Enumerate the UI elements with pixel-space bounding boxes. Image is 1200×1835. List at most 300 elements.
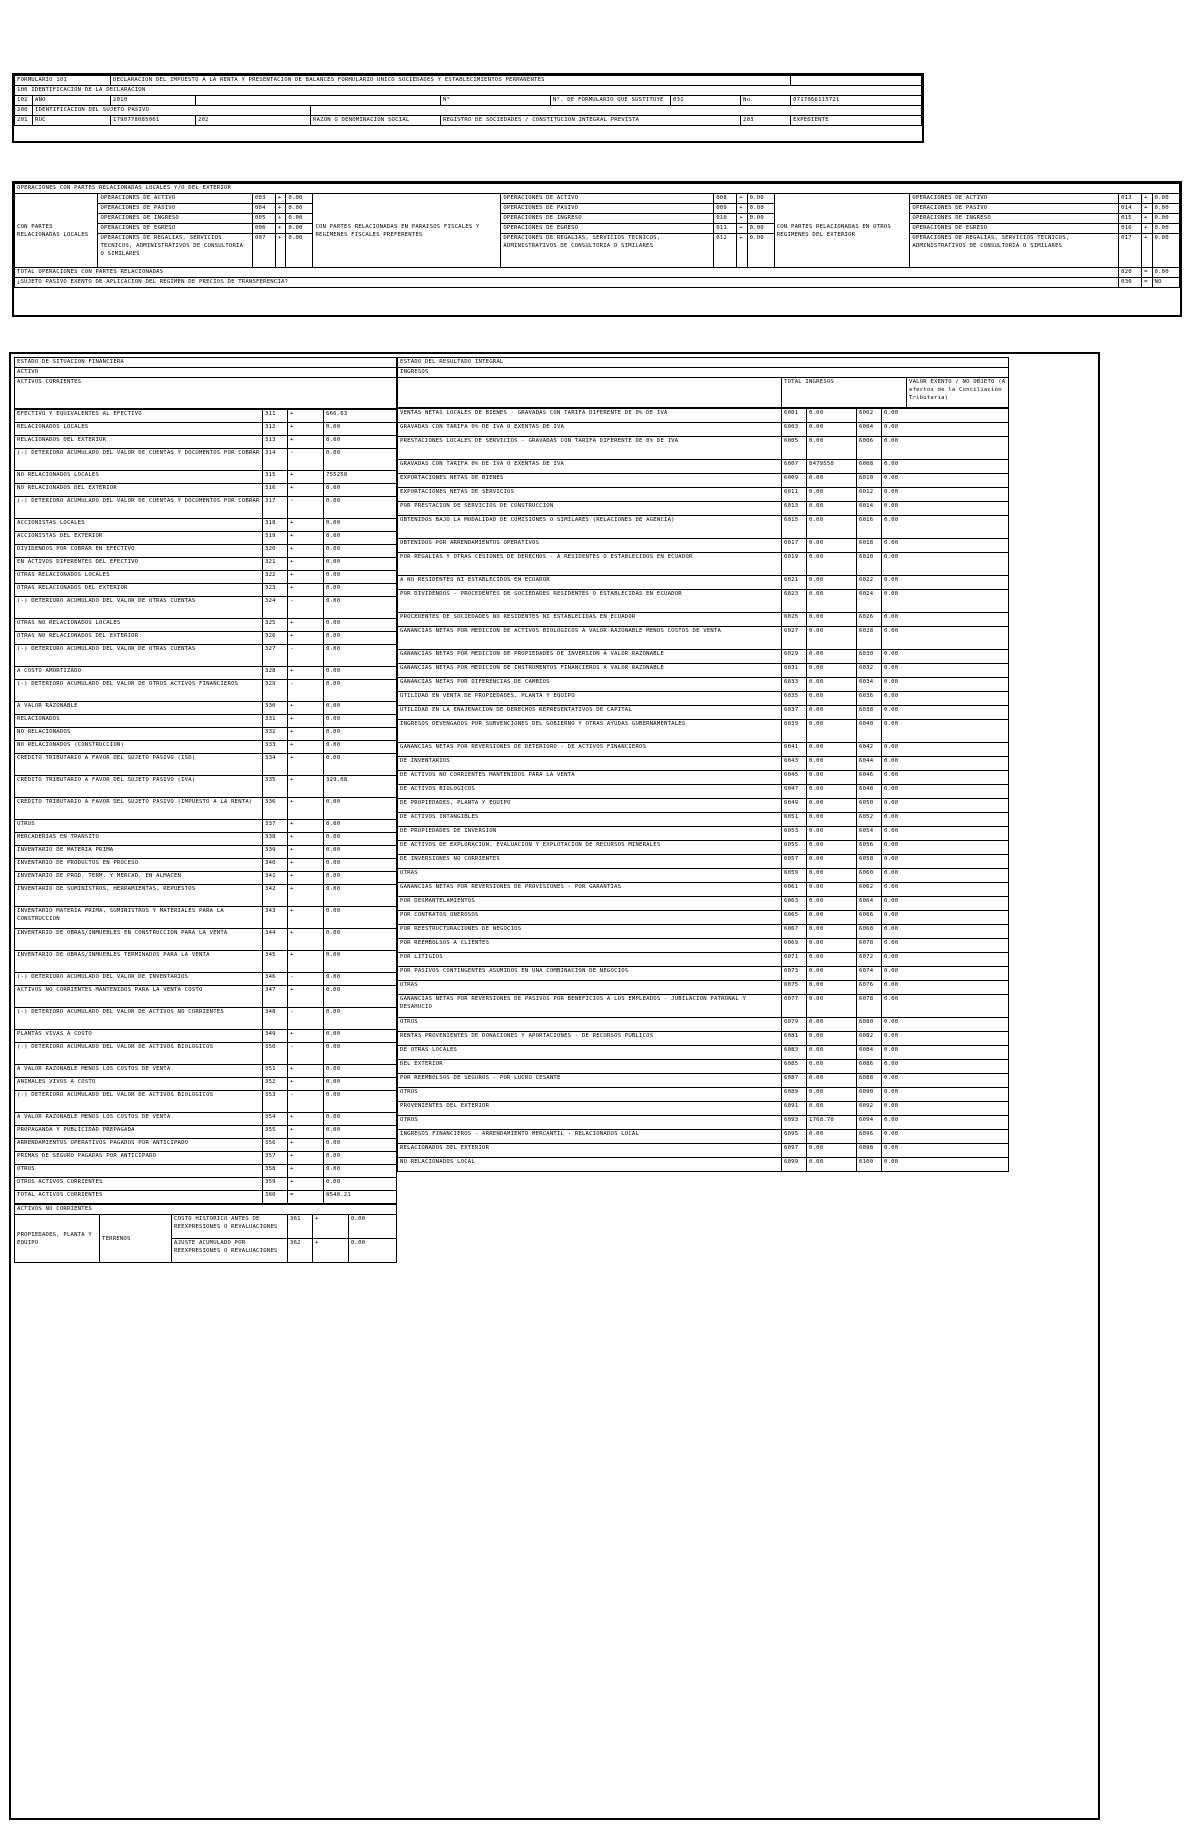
balance-row-code: 334 bbox=[263, 754, 288, 776]
balance-row-code: 356 bbox=[263, 1139, 288, 1152]
income-row bbox=[398, 855, 1009, 869]
balance-row-value[interactable]: 0.00 bbox=[324, 1152, 397, 1165]
income-row-value-exento[interactable]: 0.00 bbox=[882, 613, 1009, 627]
balance-row bbox=[15, 859, 397, 872]
balance-row-value[interactable]: 0.00 bbox=[324, 859, 397, 872]
income-row-label: POR REEMBOLSOS DE SEGUROS - POR LUCRO CESANTE bbox=[398, 1074, 782, 1088]
income-row-code-total: 6039 bbox=[782, 720, 807, 743]
balance-row-sign: + bbox=[288, 872, 324, 885]
balance-row-value[interactable]: 0.00 bbox=[324, 532, 397, 545]
income-row-value-total[interactable]: 0.00 bbox=[807, 692, 857, 706]
income-row-value-exento[interactable]: 0.00 bbox=[882, 771, 1009, 785]
balance-row-code: 349 bbox=[263, 1030, 288, 1043]
income-row-value-total[interactable]: 0.00 bbox=[807, 1074, 857, 1088]
income-row bbox=[398, 1060, 1009, 1074]
balance-row-value[interactable]: 0.00 bbox=[324, 597, 397, 619]
balance-row-value[interactable]: 0.00 bbox=[324, 484, 397, 497]
income-row-label: POR PASIVOS CONTINGENTES ASUMIDOS EN UNA COMBINACION DE NEGOCIOS bbox=[398, 967, 782, 981]
balance-row-code: 346 bbox=[263, 973, 288, 986]
balance-row-value[interactable]: 329.08 bbox=[324, 776, 397, 798]
balance-row-value[interactable]: 0.00 bbox=[324, 645, 397, 667]
income-row-value-exento[interactable]: 0.00 bbox=[882, 460, 1009, 474]
income-row-label: VENTAS NETAS LOCALES DE BIENES - GRAVADAS CON TARIFA DIFERENTE DE 0% DE IVA bbox=[398, 409, 782, 423]
form-number: 0717066115721 bbox=[791, 96, 922, 106]
income-row bbox=[398, 720, 1009, 743]
balance-row-sign: + bbox=[288, 1139, 324, 1152]
income-row-value-exento[interactable]: 0.00 bbox=[882, 590, 1009, 613]
income-row-value-total[interactable]: 0.00 bbox=[807, 553, 857, 576]
balance-row bbox=[15, 1030, 397, 1043]
balance-row bbox=[15, 680, 397, 702]
income-row-value-exento[interactable]: 0.00 bbox=[882, 516, 1009, 539]
balance-row-sign: + bbox=[288, 410, 324, 423]
balance-row-value[interactable]: 0.00 bbox=[324, 1043, 397, 1065]
income-row-value-total[interactable]: 0.00 bbox=[807, 437, 857, 460]
balance-row-value[interactable]: 666.63 bbox=[324, 410, 397, 423]
income-row-value-exento[interactable]: 0.00 bbox=[882, 841, 1009, 855]
income-row-value-total[interactable]: 0.00 bbox=[807, 925, 857, 939]
income-row-code-total: 6045 bbox=[782, 771, 807, 785]
income-row-value-total[interactable]: 0.00 bbox=[807, 841, 857, 855]
income-row-value-exento[interactable]: 0.00 bbox=[882, 678, 1009, 692]
balance-row-sign: + bbox=[288, 1030, 324, 1043]
income-row-value-exento[interactable]: 0.00 bbox=[882, 1158, 1009, 1172]
income-row-value-total[interactable]: 0.00 bbox=[807, 981, 857, 995]
income-row-code-total: 6019 bbox=[782, 553, 807, 576]
income-row-value-exento[interactable]: 0.00 bbox=[882, 799, 1009, 813]
income-row-value-exento[interactable]: 0.00 bbox=[882, 785, 1009, 799]
balance-row-value[interactable]: 0.00 bbox=[324, 545, 397, 558]
income-row-value-total[interactable]: 0.00 bbox=[807, 855, 857, 869]
income-row-code-total: 6099 bbox=[782, 1158, 807, 1172]
income-row-value-exento[interactable]: 0.00 bbox=[882, 539, 1009, 553]
balance-row-label: (-) DETERIORO ACUMULADO DEL VALOR DE ACTIVOS NO CORRIENTES bbox=[15, 1008, 263, 1030]
income-row-value-total[interactable]: 0.00 bbox=[807, 1088, 857, 1102]
income-row-code-exento: 6078 bbox=[857, 995, 882, 1018]
income-row-code-total: 6005 bbox=[782, 437, 807, 460]
income-row-code-total: 6033 bbox=[782, 678, 807, 692]
balance-row-value[interactable]: 755250 bbox=[324, 471, 397, 484]
balance-row-value[interactable]: 0.00 bbox=[324, 423, 397, 436]
income-row-value-total[interactable]: 0.00 bbox=[807, 939, 857, 953]
income-row-value-exento[interactable]: 0.00 bbox=[882, 981, 1009, 995]
income-row-label: GANANCIAS NETAS POR MEDICION DE ACTIVOS BIOLOGICOS A VALOR RAZONABLE MENOS COSTOS DE VENTA bbox=[398, 627, 782, 650]
balance-row-value[interactable]: 0.00 bbox=[324, 715, 397, 728]
income-row-code-exento: 6028 bbox=[857, 627, 882, 650]
balance-row-sign: + bbox=[288, 423, 324, 436]
income-row-code-exento: 6098 bbox=[857, 1144, 882, 1158]
income-row-value-exento[interactable]: 0.00 bbox=[882, 813, 1009, 827]
income-row-value-total[interactable]: 8479550 bbox=[807, 460, 857, 474]
income-row-value-exento[interactable]: 0.00 bbox=[882, 1116, 1009, 1130]
balance-row-label: NO RELACIONADOS bbox=[15, 728, 263, 741]
balance-row bbox=[15, 1126, 397, 1139]
balance-row-code: 314 bbox=[263, 449, 288, 471]
balance-row-value[interactable]: 0.00 bbox=[324, 1165, 397, 1178]
income-row-value-exento[interactable]: 0.00 bbox=[882, 488, 1009, 502]
income-row-value-exento[interactable]: 0.00 bbox=[882, 869, 1009, 883]
income-row-label: DE ACTIVOS INTANGIBLES bbox=[398, 813, 782, 827]
income-row-code-total: 6071 bbox=[782, 953, 807, 967]
income-row-value-exento[interactable]: 0.00 bbox=[882, 883, 1009, 897]
balance-row-value[interactable]: 0.00 bbox=[324, 702, 397, 715]
income-row-value-total[interactable]: 0.00 bbox=[807, 967, 857, 981]
balance-row-value[interactable]: 0.00 bbox=[324, 680, 397, 702]
income-row-value-exento[interactable]: 0.00 bbox=[882, 1088, 1009, 1102]
income-row-code-total: 6009 bbox=[782, 474, 807, 488]
balance-row-value[interactable]: 0.00 bbox=[324, 907, 397, 929]
exempt-answer[interactable]: NO bbox=[1152, 278, 1179, 288]
income-row-label: GANANCIAS NETAS POR REVERSIONES DE DETERIORO - DE ACTIVOS FINANCIEROS bbox=[398, 743, 782, 757]
income-row-value-total[interactable]: 0.00 bbox=[807, 813, 857, 827]
balance-row-label: (-) DETERIORO ACUMULADO DEL VALOR DE OTROS ACTIVOS FINANCIEROS bbox=[15, 680, 263, 702]
balance-row-value[interactable]: 0.00 bbox=[324, 1078, 397, 1091]
balance-row-value[interactable]: 0.00 bbox=[324, 1065, 397, 1078]
income-row-value-total[interactable]: 0.00 bbox=[807, 720, 857, 743]
income-row-value-total[interactable]: 0.00 bbox=[807, 953, 857, 967]
income-row-value-exento[interactable]: 0.00 bbox=[882, 720, 1009, 743]
balance-row bbox=[15, 423, 397, 436]
header-box bbox=[12, 73, 924, 143]
income-row bbox=[398, 1158, 1009, 1172]
income-row-value-exento[interactable]: 0.00 bbox=[882, 855, 1009, 869]
balance-row-value[interactable]: 0.00 bbox=[324, 1126, 397, 1139]
balance-row-value[interactable]: 0.00 bbox=[324, 951, 397, 973]
balance-row-value[interactable]: 8548.21 bbox=[324, 1191, 397, 1204]
balance-row-value[interactable]: 0.00 bbox=[324, 798, 397, 820]
balance-row-value[interactable]: 0.00 bbox=[324, 497, 397, 519]
balance-row-label: OTRAS RELACIONADOS DEL EXTERIOR bbox=[15, 584, 263, 597]
balance-row-label: INVENTARIO DE OBRAS/INMUEBLES EN CONSTRUCCION PARA LA VENTA bbox=[15, 929, 263, 951]
income-row-value-total[interactable]: 0.00 bbox=[807, 423, 857, 437]
income-row-code-total: 6087 bbox=[782, 1074, 807, 1088]
income-row bbox=[398, 706, 1009, 720]
income-row-value-exento[interactable]: 0.00 bbox=[882, 650, 1009, 664]
income-row-code-total: 6091 bbox=[782, 1102, 807, 1116]
balance-row-value[interactable]: 0.00 bbox=[324, 728, 397, 741]
income-row bbox=[398, 827, 1009, 841]
income-row-value-total[interactable]: 0.00 bbox=[807, 911, 857, 925]
balance-row-sign: + bbox=[288, 584, 324, 597]
balance-row bbox=[15, 833, 397, 846]
income-row-value-exento[interactable]: 0.00 bbox=[882, 1074, 1009, 1088]
income-row-label: A NO RESIDENTES NI ESTABLECIDOS EN ECUADOR bbox=[398, 576, 782, 590]
income-row-value-total[interactable]: 0.00 bbox=[807, 897, 857, 911]
income-row-value-exento[interactable]: 0.00 bbox=[882, 995, 1009, 1018]
balance-row-value[interactable]: 0.00 bbox=[324, 558, 397, 571]
balance-row-sign: + bbox=[288, 846, 324, 859]
income-row-label: POR CONTRATOS ONEROSOS bbox=[398, 911, 782, 925]
balance-row-value[interactable]: 0.00 bbox=[324, 667, 397, 680]
income-row-label: EXPORTACIONES NETAS DE SERVICIOS bbox=[398, 488, 782, 502]
balance-row-value[interactable]: 0.00 bbox=[324, 741, 397, 754]
income-row-value-exento[interactable]: 0.00 bbox=[882, 576, 1009, 590]
balance-row-code: 350 bbox=[263, 1043, 288, 1065]
balance-row-code: 345 bbox=[263, 951, 288, 973]
income-row-value-total[interactable]: 0.00 bbox=[807, 785, 857, 799]
income-row-value-exento[interactable]: 0.00 bbox=[882, 897, 1009, 911]
balance-row-value[interactable]: 0.00 bbox=[324, 449, 397, 471]
balance-row-value[interactable]: 0.00 bbox=[324, 754, 397, 776]
income-row-code-exento: 6048 bbox=[857, 785, 882, 799]
income-row-value-exento[interactable]: 0.00 bbox=[882, 409, 1009, 423]
balance-row-value[interactable]: 0.00 bbox=[324, 1113, 397, 1126]
income-row-code-exento: 6100 bbox=[857, 1158, 882, 1172]
related-parties-table: OPERACIONES CON PARTES RELACIONADAS LOCALES Y/O DEL EXTERIOR CON PARTES RELACIONADAS LOCALES OPERACIONES DE ACTIVO 003 + 0.00 CON PARTES RELACIONADAS EN PARAISOS FISCALES Y REGIMENES FISCALES PREFERENTES OPERACIONES DE ACTIVO 008 + 0.00 CON PARTES RELACIONADAS EN OTROS REGIMENES DEL EXTERIOR OPERACIONES DE ACTIVO 013 + 0.00 OPERACIONES DE PASIVO 004 + 0.00 OPERACIONES DE PASIVO 009 + 0.00 OPERACIONES DE PASIVO 014 + 0.00 OPERACIONES DE INGRESO 005 + 0.00 OPERACIONES DE INGRESO 010 + 0.00 OPERACIONES DE INGRESO 015 + 0.00 OPERACIONES DE EGRESO 006 + 0.00 OPERACIONES DE EGRESO 011 + 0.00 OPERACIONES DE EGRESO 016 + 0.00 OPERACIONES DE REGALIAS, SERVICIOS TECNICOS, ADMINISTRATIVOS DE CONSULTORIA O SIMILARES 007 + 0.00 OPERACIONES DE REGALIAS, SERVICIOS TECNICOS, ADMINISTRATIVOS DE CONSULTORIA O SIMILARES 012 + 0.00 OPERACIONES DE REGALIAS, SERVICIOS TECNICOS, ADMINISTRATIVOS DE CONSULTORIA O SIMILARES 017 + 0.00 TOTAL OPERACIONES CON PARTES RELACIONADAS 020 = 0.00 ¿SUJETO PASIVO EXENTO DE APLICACION DEL REGIMEN DE PRECIOS DE TRANSFERENCIA? 030 = NO bbox=[14, 183, 1180, 288]
income-row-value-total[interactable]: 0.00 bbox=[807, 743, 857, 757]
balance-row-value[interactable]: 0.00 bbox=[324, 872, 397, 885]
income-row bbox=[398, 423, 1009, 437]
income-row bbox=[398, 785, 1009, 799]
balance-row bbox=[15, 1178, 397, 1191]
income-row-value-exento[interactable]: 0.00 bbox=[882, 757, 1009, 771]
income-row-value-exento[interactable]: 0.00 bbox=[882, 437, 1009, 460]
income-row-label: EXPORTACIONES NETAS DE BIENES bbox=[398, 474, 782, 488]
income-row-code-exento: 6094 bbox=[857, 1116, 882, 1130]
income-row-value-exento[interactable]: 0.00 bbox=[882, 1144, 1009, 1158]
balance-row-label: (-) DETERIORO ACUMULADO DEL VALOR DE ACTIVOS BIOLOGICOS bbox=[15, 1043, 263, 1065]
balance-row-value[interactable]: 0.00 bbox=[324, 632, 397, 645]
income-row-value-exento[interactable]: 0.00 bbox=[882, 706, 1009, 720]
balance-no-current: ACTIVOS NO CORRIENTES PROPIEDADES, PLANTA Y EQUIPO TERRENOS COSTO HISTORICO ANTES DE REEXPRESIONES O REVALUACIONES 361 + 0.00 AJUSTE ACUMULADO POR REEXPRESIONES O REVALUACIONES 362 + 0.00 bbox=[14, 1204, 397, 1263]
income-row-code-total: 6021 bbox=[782, 576, 807, 590]
income-row-value-exento[interactable]: 0.00 bbox=[882, 1046, 1009, 1060]
balance-row bbox=[15, 1008, 397, 1030]
income-row-value-total[interactable]: 0.00 bbox=[807, 474, 857, 488]
income-row-value-exento[interactable]: 0.00 bbox=[882, 1130, 1009, 1144]
balance-row-value[interactable]: 0.00 bbox=[324, 519, 397, 532]
income-row-value-total[interactable]: 0.00 bbox=[807, 650, 857, 664]
income-row-value-total[interactable]: 0.00 bbox=[807, 1130, 857, 1144]
balance-row-value[interactable]: 0.00 bbox=[324, 1008, 397, 1030]
income-row-code-total: 6029 bbox=[782, 650, 807, 664]
income-row-value-exento[interactable]: 0.00 bbox=[882, 911, 1009, 925]
income-row-value-total[interactable]: 0.00 bbox=[807, 664, 857, 678]
income-row-code-total: 6037 bbox=[782, 706, 807, 720]
balance-row-sign: + bbox=[288, 820, 324, 833]
income-row-value-exento[interactable]: 0.00 bbox=[882, 1032, 1009, 1046]
income-row-label: INGRESOS FINANCIEROS - ARRENDAMIENTO MERCANTIL - RELACIONADOS LOCAL bbox=[398, 1130, 782, 1144]
income-row-value-total[interactable]: 0.00 bbox=[807, 757, 857, 771]
balance-row bbox=[15, 436, 397, 449]
income-row-code-total: 6017 bbox=[782, 539, 807, 553]
income-row bbox=[398, 813, 1009, 827]
income-row-code-exento: 6080 bbox=[857, 1018, 882, 1032]
balance-row-sign: + bbox=[288, 532, 324, 545]
income-row-label: POR REESTRUCTURACIONES DE NEGOCIOS bbox=[398, 925, 782, 939]
balance-rows bbox=[14, 409, 397, 1204]
income-row-code-exento: 6058 bbox=[857, 855, 882, 869]
income-row-label: PROVENIENTES DEL EXTERIOR bbox=[398, 1102, 782, 1116]
income-row-label: GANANCIAS NETAS POR DIFERENCIAS DE CAMBIOS bbox=[398, 678, 782, 692]
income-row-code-total: 6059 bbox=[782, 869, 807, 883]
income-row-code-total: 6051 bbox=[782, 813, 807, 827]
income-row-value-total[interactable]: 0.00 bbox=[807, 883, 857, 897]
income-row-value-total[interactable]: 0.00 bbox=[807, 590, 857, 613]
income-row-value-exento[interactable]: 0.00 bbox=[882, 939, 1009, 953]
income-row-code-exento: 6086 bbox=[857, 1060, 882, 1074]
balance-row-code: 319 bbox=[263, 532, 288, 545]
income-row-code-total: 6041 bbox=[782, 743, 807, 757]
income-row-code-exento: 6018 bbox=[857, 539, 882, 553]
income-row-code-exento: 6002 bbox=[857, 409, 882, 423]
balance-row-value[interactable]: 0.00 bbox=[324, 1139, 397, 1152]
income-row-value-exento[interactable]: 0.00 bbox=[882, 743, 1009, 757]
income-row-value-total[interactable]: 0.00 bbox=[807, 613, 857, 627]
balance-row-value[interactable]: 0.00 bbox=[324, 885, 397, 907]
ruc-field[interactable]: 1790778085001 bbox=[111, 116, 196, 126]
balance-row bbox=[15, 798, 397, 820]
balance-row-sign: = bbox=[288, 1191, 324, 1204]
income-row-code-exento: 6024 bbox=[857, 590, 882, 613]
income-row-value-total[interactable]: 0.00 bbox=[807, 995, 857, 1018]
income-row-value-total[interactable]: 0.00 bbox=[807, 799, 857, 813]
income-title: ESTADO DEL RESULTADO INTEGRAL bbox=[398, 358, 1009, 368]
income-row-code-total: 6073 bbox=[782, 967, 807, 981]
section-100: 100 IDENTIFICACION DE LA DECLARACION bbox=[15, 86, 922, 96]
income-row-code-exento: 6092 bbox=[857, 1102, 882, 1116]
income-row-code-exento: 6050 bbox=[857, 799, 882, 813]
income-row-label: DE OTRAS LOCALES bbox=[398, 1046, 782, 1060]
total-related-label: TOTAL OPERACIONES CON PARTES RELACIONADAS bbox=[15, 268, 1119, 278]
related-parties-title: OPERACIONES CON PARTES RELACIONADAS LOCALES Y/O DEL EXTERIOR bbox=[15, 184, 1180, 194]
balance-row-label: (-) DETERIORO ACUMULADO DEL VALOR DE CUENTAS Y DOCUMENTOS POR COBRAR bbox=[15, 497, 263, 519]
income-row bbox=[398, 967, 1009, 981]
balance-row-label: (-) DETERIORO ACUMULADO DEL VALOR DE OTRAS CUENTAS bbox=[15, 645, 263, 667]
income-row-code-total: 6077 bbox=[782, 995, 807, 1018]
income-row-code-total: 6055 bbox=[782, 841, 807, 855]
income-row-value-exento[interactable]: 0.00 bbox=[882, 692, 1009, 706]
balance-row-value[interactable]: 0.00 bbox=[324, 929, 397, 951]
income-row-value-total[interactable]: 0.00 bbox=[807, 1158, 857, 1172]
balance-row-code: 316 bbox=[263, 484, 288, 497]
income-row-code-total: 6093 bbox=[782, 1116, 807, 1130]
income-row-value-exento[interactable]: 0.00 bbox=[882, 925, 1009, 939]
income-row-value-exento[interactable]: 0.00 bbox=[882, 953, 1009, 967]
income-row-code-total: 6025 bbox=[782, 613, 807, 627]
income-row bbox=[398, 474, 1009, 488]
income-row-value-total[interactable]: 0.00 bbox=[807, 869, 857, 883]
income-row-value-exento[interactable]: 0.00 bbox=[882, 664, 1009, 678]
income-row-code-exento: 6084 bbox=[857, 1046, 882, 1060]
balance-row-label: DIVIDENDOS POR COBRAR EN EFECTIVO bbox=[15, 545, 263, 558]
income-row-value-exento[interactable]: 0.00 bbox=[882, 1102, 1009, 1116]
income-row-value-exento[interactable]: 0.00 bbox=[882, 1018, 1009, 1032]
income-row-label: UTILIDAD EN LA ENAJENACION DE DERECHOS REPRESENTATIVOS DE CAPITAL bbox=[398, 706, 782, 720]
balance-row-value[interactable]: 0.00 bbox=[324, 846, 397, 859]
balance-row-label: OTRAS NO RELACIONADOS DEL EXTERIOR bbox=[15, 632, 263, 645]
income-row-label: POR DIVIDENDOS - PROCEDENTES DE SOCIEDADES RESIDENTES O ESTABLECIDAS EN ECUADOR bbox=[398, 590, 782, 613]
balance-row-label: A VALOR RAZONABLE MENOS LOS COSTOS DE VENTA bbox=[15, 1065, 263, 1078]
balance-row-label: PROPAGANDA Y PUBLICIDAD PREPAGADA bbox=[15, 1126, 263, 1139]
balance-row-value[interactable]: 0.00 bbox=[324, 1030, 397, 1043]
balance-row-code: 325 bbox=[263, 619, 288, 632]
balance-row-label: ARRENDAMIENTOS OPERATIVOS PAGADOS POR ANTICIPADO bbox=[15, 1139, 263, 1152]
income-row-value-exento[interactable]: 0.00 bbox=[882, 474, 1009, 488]
income-row-value-total[interactable]: 0.00 bbox=[807, 1060, 857, 1074]
balance-row bbox=[15, 1139, 397, 1152]
balance-row-value[interactable]: 0.00 bbox=[324, 820, 397, 833]
balance-row-label: ACCIONISTAS DEL EXTERIOR bbox=[15, 532, 263, 545]
balance-row-value[interactable]: 0.00 bbox=[324, 833, 397, 846]
income-row-value-total[interactable]: 0.00 bbox=[807, 706, 857, 720]
income-row-code-total: 6063 bbox=[782, 897, 807, 911]
balance-row-sign: + bbox=[288, 1113, 324, 1126]
balance-row bbox=[15, 728, 397, 741]
balance-row-label: CREDITO TRIBUTARIO A FAVOR DEL SUJETO PASIVO (IVA) bbox=[15, 776, 263, 798]
income-row-value-total[interactable]: 0.00 bbox=[807, 516, 857, 539]
balance-row-value[interactable]: 0.00 bbox=[324, 436, 397, 449]
income-row-code-total: 6083 bbox=[782, 1046, 807, 1060]
balance-row bbox=[15, 1152, 397, 1165]
balance-row-sign: + bbox=[288, 1152, 324, 1165]
income-row-value-total[interactable]: 0.00 bbox=[807, 771, 857, 785]
income-row-value-total[interactable]: 0.00 bbox=[807, 627, 857, 650]
income-row-value-total[interactable]: 0.00 bbox=[807, 1018, 857, 1032]
income-row-label: OTROS bbox=[398, 1116, 782, 1130]
income-row-value-total[interactable]: 0.00 bbox=[807, 488, 857, 502]
balance-row-value[interactable]: 0.00 bbox=[324, 1178, 397, 1191]
balance-row-sign: - bbox=[288, 597, 324, 619]
balance-row-label: (-) DETERIORO ACUMULADO DEL VALOR DE INVENTARIOS bbox=[15, 973, 263, 986]
balance-row-label: INVENTARIO DE SUMINISTROS, HERRAMIENTAS, REPUESTOS bbox=[15, 885, 263, 907]
income-row-code-exento: 6032 bbox=[857, 664, 882, 678]
balance-row-sign: + bbox=[288, 619, 324, 632]
balance-row-value[interactable]: 0.00 bbox=[324, 584, 397, 597]
income-row-value-total[interactable]: 0.00 bbox=[807, 502, 857, 516]
income-row-value-total[interactable]: 0.00 bbox=[807, 1032, 857, 1046]
income-row-value-exento[interactable]: 0.00 bbox=[882, 423, 1009, 437]
income-row-label: POR REEMBOLSOS A CLIENTES bbox=[398, 939, 782, 953]
balance-row-value[interactable]: 0.00 bbox=[324, 619, 397, 632]
balance-row-value[interactable]: 0.00 bbox=[324, 973, 397, 986]
income-row-value-total[interactable]: 0.00 bbox=[807, 1046, 857, 1060]
income-row bbox=[398, 664, 1009, 678]
income-row-value-total[interactable]: 0.00 bbox=[807, 576, 857, 590]
balance-row-sign: - bbox=[288, 973, 324, 986]
income-row-code-total: 6023 bbox=[782, 590, 807, 613]
income-row-value-total[interactable]: 0.00 bbox=[807, 1102, 857, 1116]
income-row-value-total[interactable]: 0.00 bbox=[807, 539, 857, 553]
balance-row-value[interactable]: 0.00 bbox=[324, 571, 397, 584]
income-row-value-exento[interactable]: 0.00 bbox=[882, 502, 1009, 516]
balance-row-sign: - bbox=[288, 1091, 324, 1113]
balance-row bbox=[15, 545, 397, 558]
income-row-value-exento[interactable]: 0.00 bbox=[882, 967, 1009, 981]
income-row-code-exento: 6014 bbox=[857, 502, 882, 516]
income-row-value-exento[interactable]: 0.00 bbox=[882, 627, 1009, 650]
income-row-value-exento[interactable]: 0.00 bbox=[882, 553, 1009, 576]
balance-row-value[interactable]: 0.00 bbox=[324, 1091, 397, 1113]
income-row-value-total[interactable]: 0.00 bbox=[807, 1144, 857, 1158]
balance-row-sign: + bbox=[288, 519, 324, 532]
income-row-value-total[interactable]: 0.00 bbox=[807, 409, 857, 423]
income-row-value-total[interactable]: 0.00 bbox=[807, 827, 857, 841]
balance-row-code: 320 bbox=[263, 545, 288, 558]
balance-row-sign: + bbox=[288, 545, 324, 558]
income-row-value-total[interactable]: 0.00 bbox=[807, 678, 857, 692]
income-row-code-exento: 6044 bbox=[857, 757, 882, 771]
income-row bbox=[398, 613, 1009, 627]
income-row-value-exento[interactable]: 0.00 bbox=[882, 827, 1009, 841]
year-field[interactable]: 2010 bbox=[111, 96, 196, 106]
balance-row-value[interactable]: 0.00 bbox=[324, 986, 397, 1008]
income-row-value-exento[interactable]: 0.00 bbox=[882, 1060, 1009, 1074]
income-row-value-total[interactable]: 1768.70 bbox=[807, 1116, 857, 1130]
balance-row-code: 347 bbox=[263, 986, 288, 1008]
balance-row bbox=[15, 1191, 397, 1204]
balance-sheet bbox=[14, 357, 397, 1263]
